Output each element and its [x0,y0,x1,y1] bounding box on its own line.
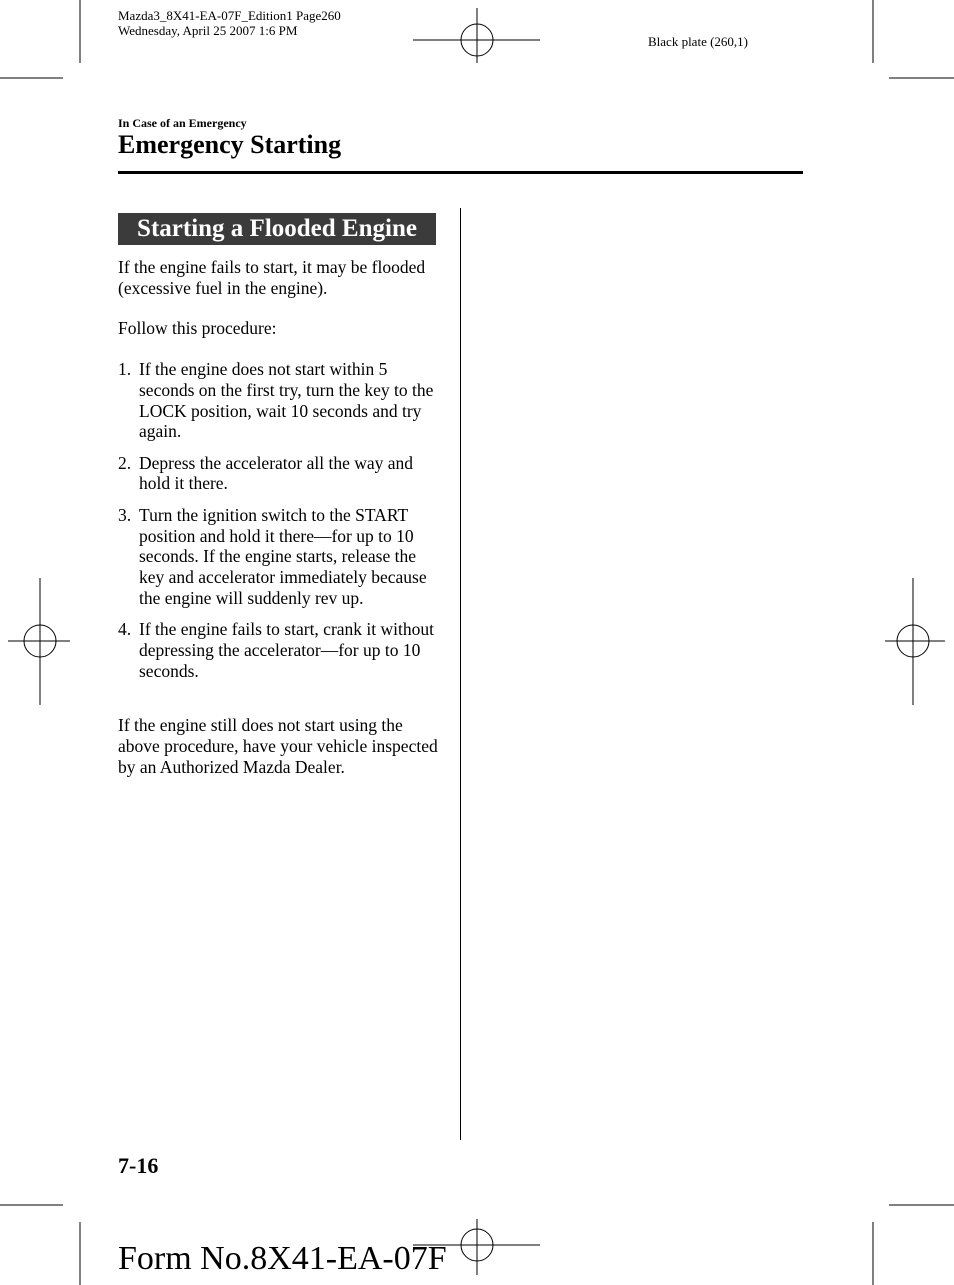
print-header [118,8,341,38]
procedure-steps [118,359,440,692]
follow-paragraph: Follow this procedure: [118,318,277,338]
closing-paragraph: If the engine still does not start using the above procedure, have your vehicle inspected by an Authorized Mazda Dealer. [118,715,438,777]
title-rule [118,171,803,174]
print-timestamp: Wednesday, April 25 2007 1:6 PM [118,23,298,38]
step-text: Depress the accelerator all the way and hold it there. [139,452,414,494]
step-number: 3. [118,504,132,525]
list-item [118,359,440,442]
list-item [118,453,440,495]
form-number: Form No.8X41-EA-07F [118,1240,447,1277]
section-heading: Starting a Flooded Engine [118,213,436,245]
step-text: Turn the ignition switch to the START position and hold it there―for up to 10 seconds. If the engine starts, release the key and accelerator immediately because the engine will suddenly rev up. [139,504,427,608]
step-number: 1. [118,359,132,379]
step-text: If the engine does not start within 5 seconds on the first try, turn the key to the LOCK position, wait 10 seconds and try again. [139,359,434,442]
plate-label: Black plate (260,1) [648,34,748,49]
step-number: 2. [118,452,132,473]
section-label: In Case of an Emergency [118,116,247,130]
intro-paragraph: If the engine fails to start, it may be flooded (excessive fuel in the engine). [118,257,426,298]
page-title: Emergency Starting [118,130,342,159]
list-item [118,505,440,609]
page-number: 7-16 [118,1153,159,1178]
list-item [118,619,440,681]
step-text: If the engine fails to start, crank it without depressing the accelerator―for up to 10 seconds. [139,619,434,681]
column-divider [460,208,461,1140]
step-number: 4. [118,619,132,640]
print-job-name: Mazda3_8X41-EA-07F_Edition1 Page260 [118,8,341,23]
